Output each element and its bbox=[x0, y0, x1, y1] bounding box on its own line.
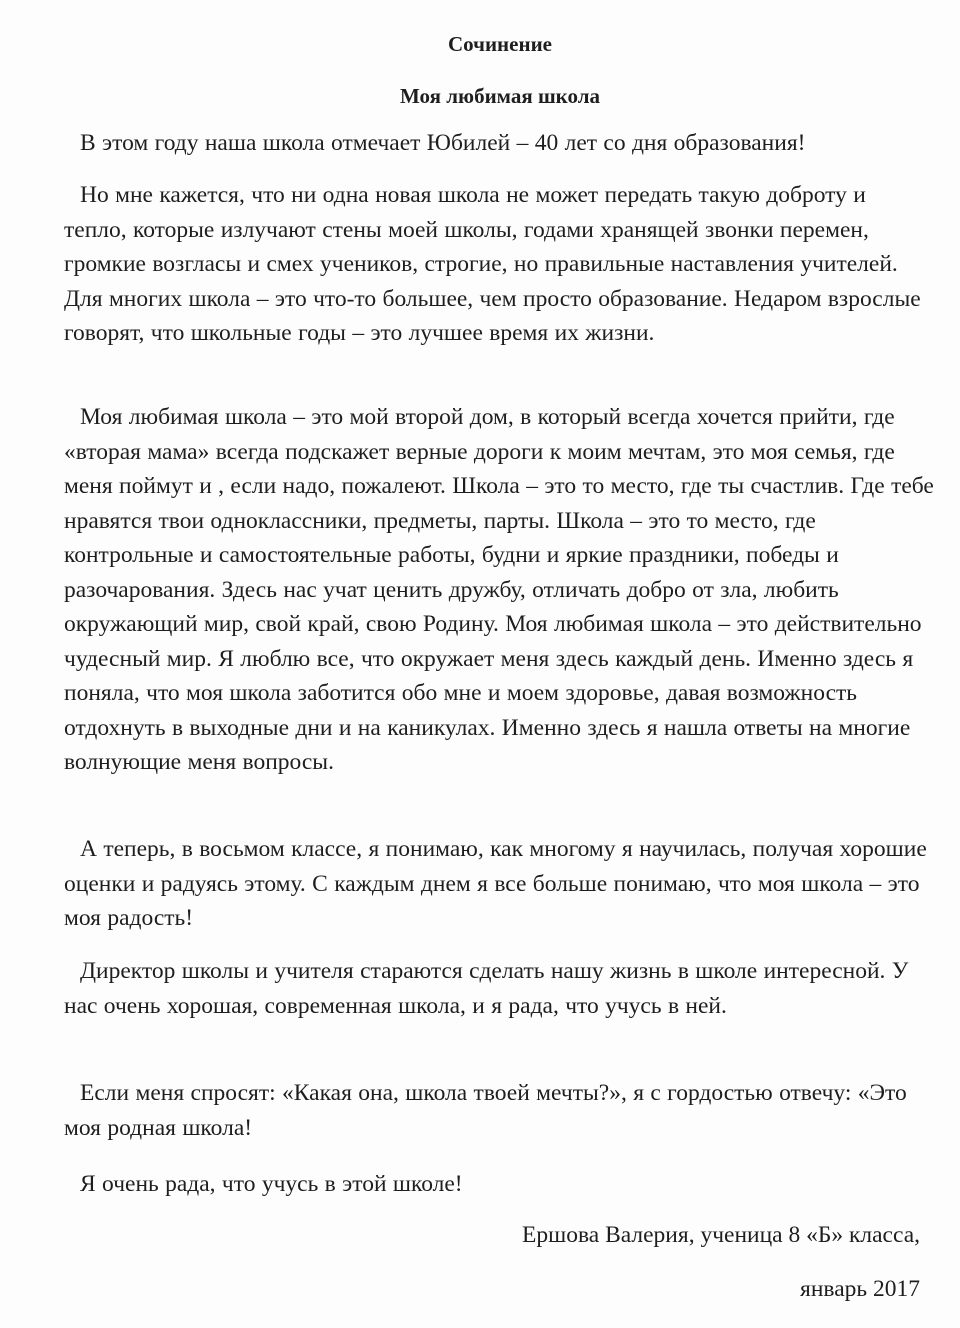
author-signature: Ершова Валерия, ученица 8 «Б» класса, bbox=[522, 1222, 920, 1248]
paragraph-5: Директор школы и учителя стараются сделать нашу жизнь в школе интересной. У нас очень хорошая, современная школа, и я рада, что учусь в ней. bbox=[64, 958, 909, 1019]
paragraph-4: А теперь, в восьмом классе, я понимаю, как многому я научилась, получая хорошие оценки и радуясь этому. С каждым днем я все больше понимаю, что моя школа – это моя радость! bbox=[64, 836, 927, 931]
document-title: Моя любимая школа bbox=[399, 84, 600, 108]
paragraph-3: Моя любимая школа – это мой второй дом, в который всегда хочется прийти, где «вторая мама» всегда подскажет верные дороги к моим мечтам, это моя семья, где меня поймут и , если надо, пожалеют. Школа – это то место, где ты счастлив. Где тебе нравятся твои одноклассники, предметы, парты. Школа – это то место, где контрольные и самостоятельные работы, будни и яркие праздники, победы и разочарования. Здесь нас учат ценить дружбу, отличать добро от зла, любить окружающий мир, свой край, свою Родину. Моя любимая школа – это действительно чудесный мир. Я люблю все, что окружает меня здесь каждый день. Именно здесь я поняла, что моя школа заботится обо мне и моем здоровье, давая возможность отдохнуть в выходные дни и на каникулах. Именно здесь я нашла ответы на многие волнующие меня вопросы. bbox=[64, 404, 934, 775]
document-heading: Сочинение bbox=[447, 32, 552, 56]
paragraph-2: Но мне кажется, что ни одна новая школа не может передать такую доброту и тепло, которые излучают стены моей школы, годами хранящей звонки перемен, громкие возгласы и смех учеников, строгие, но правильные наставления учителей. Для многих школа – это что-то большее, чем просто образование. Недаром взрослые говорят, что школьные годы – это лучшее время их жизни. bbox=[64, 182, 921, 346]
paragraph-7: Я очень рада, что учусь в этой школе! bbox=[80, 1171, 463, 1197]
paragraph-1: В этом году наша школа отмечает Юбилей – 40 лет со дня образования! bbox=[80, 130, 806, 156]
document-date: январь 2017 bbox=[800, 1276, 920, 1302]
paragraph-6: Если меня спросят: «Какая она, школа твоей мечты?», я с гордостью отвечу: «Это моя родная школа! bbox=[64, 1080, 907, 1141]
